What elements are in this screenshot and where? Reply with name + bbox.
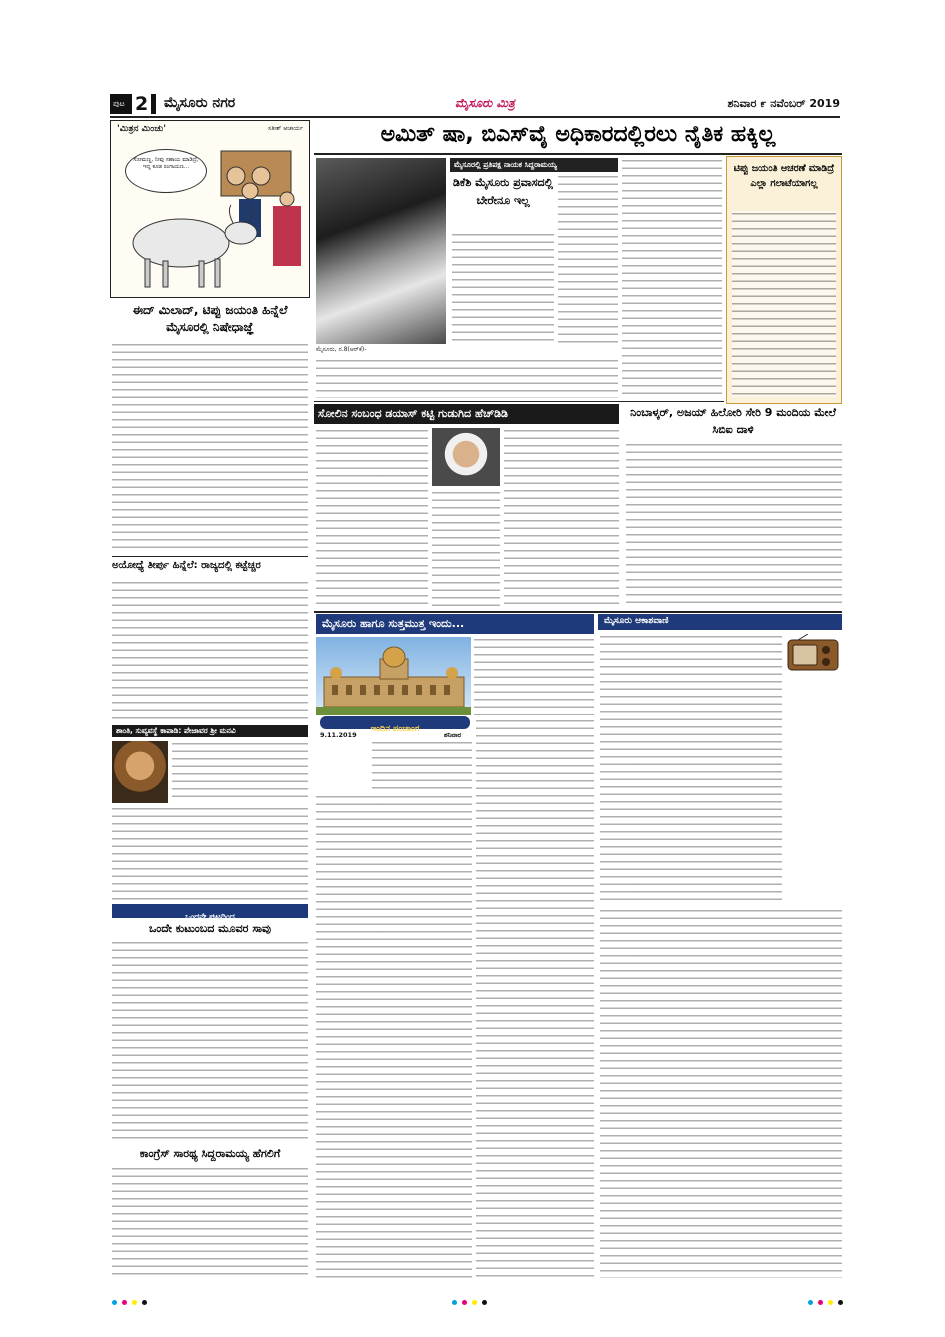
siddaramaiah-photo xyxy=(316,158,446,344)
reg-mark-magenta xyxy=(818,1300,823,1305)
tipu-box xyxy=(726,156,842,404)
family-story xyxy=(112,940,308,1142)
lead-headline: ಅಮಿತ್ ಷಾ, ಬಿಎಸ್‌ವೈ ಅಧಿಕಾರದಲ್ಲಿರಲು ನೈತಿಕ ಹಕ್ಕಿಲ್ಲ xyxy=(380,122,776,147)
reg-mark-black xyxy=(838,1300,843,1305)
lead-story-col3 xyxy=(622,158,722,398)
radio-bar xyxy=(598,614,842,630)
lead-subhead-bar xyxy=(450,158,618,172)
photo-caption: ಮೈಸೂರು, ನ.8(ಆರ್‌ಕೆ)- xyxy=(316,346,367,353)
ayodhya-story xyxy=(112,580,308,722)
reg-mark-yellow xyxy=(472,1300,477,1305)
registration-marks-bottom-center xyxy=(452,1290,487,1309)
defeat-story-col3 xyxy=(504,428,619,608)
reg-mark-magenta xyxy=(462,1300,467,1305)
peace-headline-bar xyxy=(112,725,308,737)
registration-marks-bottom-left xyxy=(112,1290,147,1309)
defeat-headline: ಸೋಲಿನ ಸಂಬಂಧ ಡಯಾಸ್ ಕಟ್ಟಿ ಗುಡುಗಿದ ಹೆಚ್‌ಡಿಡಿ xyxy=(318,407,508,420)
reg-mark-magenta xyxy=(122,1300,127,1305)
panchanga-text xyxy=(372,740,472,790)
reg-mark-cyan xyxy=(808,1300,813,1305)
radio-schedule xyxy=(600,634,782,904)
lead-subhead: ಮೈಸೂರಲ್ಲಿ ಪ್ರತಿಪಕ್ಷ ನಾಯಕ ಸಿದ್ದರಾಮಯ್ಯ xyxy=(454,160,557,169)
cartoon-drawing xyxy=(111,121,308,296)
page-number-box xyxy=(110,94,156,114)
nimbalkar-story xyxy=(626,442,842,608)
panchanga-date: 9.11.2019 xyxy=(320,731,357,739)
reg-mark-black xyxy=(142,1300,147,1305)
defeat-story-col2 xyxy=(432,490,500,608)
tipu-box-headline: ಟಿಪ್ಪು ಜಯಂತಿ ಆಚರಣೆ ಮಾಡಿದ್ರೆ ಎಲ್ಲಾ ಗಲಾಟೆಯಾಗಲ್ಲ xyxy=(733,163,835,189)
radio-icon xyxy=(786,634,840,672)
local-section-title: ಮೈಸೂರು ಹಾಗೂ ಸುತ್ತಮುತ್ತ ಇಂದು... xyxy=(322,617,465,630)
peace-story-cont xyxy=(112,806,308,900)
local-events-col1 xyxy=(316,794,472,1278)
page-number: 2 xyxy=(132,93,151,115)
peace-headline: ಶಾಂತಿ, ಸುವ್ಯವಸ್ಥೆ ಕಾಪಾಡಿ: ಪೇಜಾವರ ಶ್ರೀ ಮನವಿ xyxy=(116,726,236,735)
hdd-photo xyxy=(432,428,500,486)
issue-date: ಶನಿವಾರ ೯ ನವೆಂಬರ್ 2019 xyxy=(727,97,840,110)
panchanga-day: ಶನಿವಾರ xyxy=(444,731,462,739)
registration-marks-bottom-right xyxy=(808,1290,843,1309)
lead-story-bottom xyxy=(316,358,618,398)
dkshi-story xyxy=(452,232,554,344)
divider xyxy=(314,401,724,402)
lead-rule xyxy=(314,153,842,155)
local-events-col3 xyxy=(600,908,842,1278)
radio-title: ಮೈಸೂರು ಆಕಾಶವಾಣಿ xyxy=(604,616,669,626)
congress-story xyxy=(112,1166,308,1278)
front-page-continuation-label: ಒಂದನೇ ಪುಟದಿಂದ xyxy=(185,912,235,921)
front-page-continuation-bar xyxy=(112,904,308,921)
ayodhya-headline: ಅಯೋಧ್ಯೆ ತೀರ್ಪು ಹಿನ್ನೆಲೆ: ರಾಜ್ಯದಲ್ಲಿ ಕಟ್ಟೆಚ್ಚರ xyxy=(112,560,261,571)
panchanga-title: ಇಂದಿನ ಪಂಚಾಂಗ xyxy=(370,724,420,734)
reg-mark-cyan xyxy=(452,1300,457,1305)
mysore-palace-image xyxy=(316,637,471,715)
panchanga-bar xyxy=(320,716,470,734)
tipu-box-story xyxy=(732,211,836,397)
reg-mark-yellow xyxy=(828,1300,833,1305)
peace-story xyxy=(172,741,308,803)
nimbalkar-headline: ನಿಂಬಾಳ್ಕರ್, ಅಜಯ್ ಹಿಲೋರಿ ಸೇರಿ 9 ಮಂದಿಯ ಮೇಲೆ ಸಿಬಿಐ ದಾಳಿ xyxy=(630,406,836,436)
local-section-bar xyxy=(316,614,594,634)
lead-story-col2 xyxy=(558,174,618,344)
cartoon-title: 'ಮಿತ್ರನ ಮಿಂಚು' xyxy=(117,124,167,134)
divider xyxy=(314,611,842,613)
congress-headline: ಕಾಂಗ್ರೆಸ್ ಸಾರಥ್ಯ ಸಿದ್ದರಾಮಯ್ಯ ಹೆಗಲಿಗೆ xyxy=(139,1147,281,1160)
cartoon-speech: ಸೋಮಣ್ಣ, ನೀವು ಸಹಾಯ ಮಾಡಿದ್ರೆ, ಇದ್ನ ಕೂಡ ರಂಗಾಯಣ... xyxy=(133,157,199,170)
defeat-story-col1 xyxy=(316,428,428,608)
section-name: ಮೈಸೂರು ನಗರ xyxy=(164,95,236,111)
reg-mark-black xyxy=(482,1300,487,1305)
cartoon-box xyxy=(110,120,310,298)
divider xyxy=(112,556,308,557)
paper-name: ಮೈಸೂರು ಮಿತ್ರ xyxy=(455,96,515,110)
eid-story xyxy=(112,342,308,552)
family-headline: ಒಂದೇ ಕುಟುಂಬದ ಮೂವರ ಸಾವು xyxy=(148,922,272,935)
local-events-top xyxy=(474,637,594,715)
page-label: ಪುಟ xyxy=(113,99,125,108)
masthead xyxy=(110,92,840,116)
eid-headline: ಈದ್ ಮಿಲಾದ್, ಟಿಪ್ಪು ಜಯಂತಿ ಹಿನ್ನೆಲೆ ಮೈಸೂರಲ್ಲಿ ನಿಷೇಧಾಜ್ಞೆ xyxy=(132,303,288,334)
local-events-col2 xyxy=(476,718,594,1278)
dkshi-headline: ಡಿಕೆಶಿ ಮೈಸೂರು ಪ್ರವಾಸದಲ್ಲಿ ಬೇರೇನೂ ಇಲ್ಲ xyxy=(453,176,553,207)
pejawar-photo xyxy=(112,741,168,803)
defeat-headline-bar xyxy=(314,404,619,424)
reg-mark-yellow xyxy=(132,1300,137,1305)
cartoon-artist: ಸತೀಶ್ ಆಚಾರ್ಯ xyxy=(268,125,303,132)
reg-mark-cyan xyxy=(112,1300,117,1305)
